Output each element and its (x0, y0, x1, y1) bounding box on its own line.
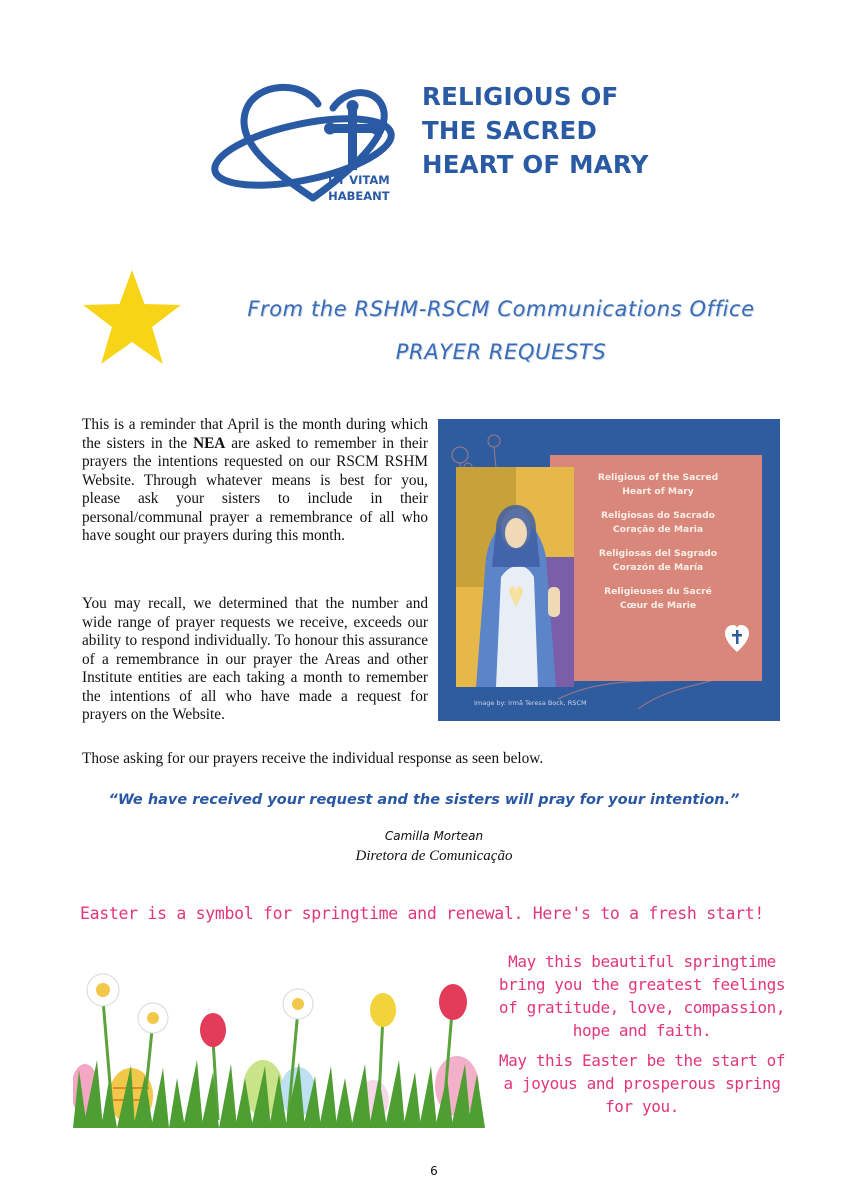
rscm-logo (208, 80, 668, 210)
easter-flowers-illustration (73, 960, 485, 1128)
card-name-spanish (560, 547, 756, 575)
card-name-fr-l2: Cœur de Marie (619, 600, 697, 611)
card-name-french (560, 585, 756, 613)
motto-line-1: UT VITAM (328, 173, 390, 187)
org-line-3: HEART OF MARY (422, 150, 649, 179)
card-name-pt-l1: Religiosas do Sacrado (601, 510, 715, 521)
org-line-1: RELIGIOUS OF (422, 82, 619, 111)
section-heading: From the RSHM-RSCM Communications Office (247, 297, 755, 321)
card-name-english (560, 471, 756, 499)
easter-headline: Easter is a symbol for springtime and renewal. Here's to a fresh start! (80, 904, 765, 923)
paragraph-response: Those asking for our prayers receive the individual response as seen below. (82, 750, 544, 767)
star-icon (80, 268, 184, 368)
signature-name: Camilla Mortean (384, 829, 484, 843)
easter-blessing-2: May this Easter be the start of a joyous and prosperous spring for you. (498, 1051, 786, 1116)
image-credit: Image by: Irmã Teresa Bock, RSCM (474, 699, 587, 707)
card-institute-names (560, 471, 756, 623)
motto-line-2: HABEANT (328, 189, 390, 203)
card-name-en-l2: Heart of Mary (622, 486, 694, 497)
prayer-response-quote: “We have received your request and the sisters will pray for your intention.” (108, 792, 740, 808)
heart-cross-badge-icon (724, 624, 750, 654)
page-number: 6 (430, 1164, 438, 1178)
signature-role: Diretora de Comunicação (355, 848, 513, 864)
card-name-es-l1: Religiosas del Sagrado (598, 548, 718, 559)
card-name-en-l1: Religious of the Sacred (597, 472, 719, 483)
easter-blessing-1: May this beautiful springtime bring you the greatest feelings of gratitude, love, compassion, hope and faith. (498, 952, 786, 1040)
card-name-fr-l1: Religieuses du Sacré (604, 586, 712, 597)
paragraph-recall: You may recall, we determined that the number and wide range of prayer requests we receive, exceeds our ability to respond individually. To honour this assurance of a remembrance in our prayer the Areas and other Institute entities are each taking a month to remember the intentions of all who have made a request for prayers on the Website. (82, 595, 428, 723)
card-name-es-l2: Corazón de María (612, 562, 704, 573)
p1-text-start: This is a reminder that April is the month during which the sisters in the (82, 416, 428, 452)
organization-name (422, 80, 649, 182)
p1-text-end: are asked to remember in their prayers the intentions requested on our RSCM RSHM Website. Through whatever means is best for you, please ask your sisters to include in their personal/communal prayer a remembrance of all who have sought our prayers during this month. (82, 434, 428, 544)
logo-motto (328, 172, 390, 204)
paragraph-reminder (82, 416, 428, 546)
mary-painting-image (456, 467, 574, 687)
card-name-portuguese (560, 509, 756, 537)
org-line-2: THE SACRED (422, 116, 598, 145)
card-name-pt-l2: Coração de Maria (612, 524, 704, 535)
section-subheading: PRAYER REQUESTS (395, 340, 607, 364)
p1-bold-nea: NEA (193, 434, 226, 452)
rscm-prayer-card-image (438, 419, 780, 721)
